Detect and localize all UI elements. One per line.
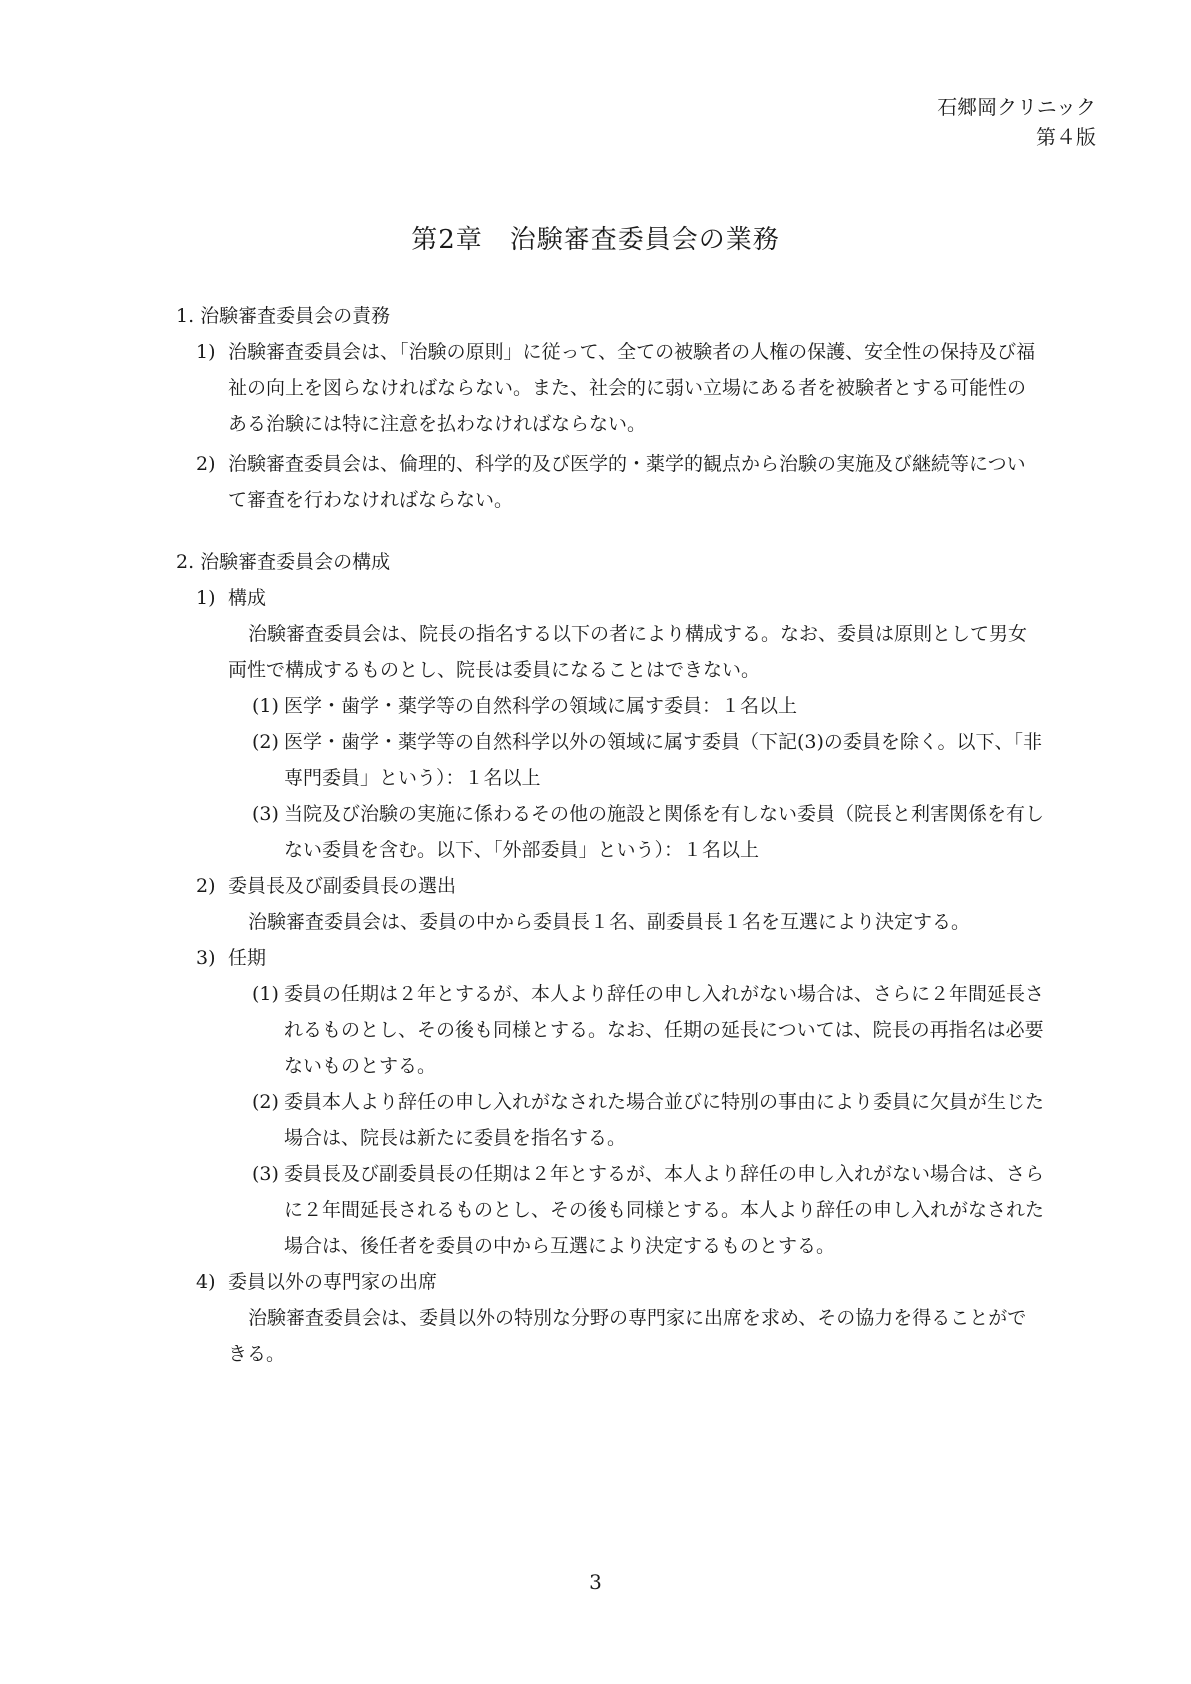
paragraph-line: 場合は、後任者を委員の中から互選により決定するものとする。	[284, 1235, 836, 1257]
section-2-item-4	[176, 1264, 1096, 1372]
subitem-number: (2)	[252, 1091, 279, 1113]
paragraph-line: 治験審査委員会は、委員の中から委員長１名、副委員長１名を互選により決定する。	[248, 911, 971, 933]
paragraph-line: て審査を行わなければならない。	[228, 489, 514, 511]
subitem-number: (3)	[252, 1163, 279, 1185]
item-number: 1)	[196, 341, 216, 363]
version-label: 第４版	[1036, 125, 1096, 149]
subitem-number: (3)	[252, 803, 279, 825]
item-title: 委員以外の専門家の出席	[228, 1271, 438, 1293]
section-2-item-3	[176, 940, 1096, 1264]
section-1-item-2	[176, 446, 1096, 518]
subitem-number: (1)	[252, 695, 279, 717]
item-number: 4)	[196, 1271, 216, 1293]
subitem	[176, 1156, 1096, 1264]
paragraph-line: 委員本人より辞任の申し入れがなされた場合並びに特別の事由により委員に欠員が生じた	[284, 1091, 1045, 1113]
paragraph-line: 祉の向上を図らなければならない。また、社会的に弱い立場にある者を被験者とする可能性の	[228, 377, 1027, 399]
paragraph-line: きる。	[228, 1343, 286, 1365]
section-1-item-1	[176, 334, 1096, 442]
paragraph-line: 当院及び治験の実施に係わるその他の施設と関係を有しない委員（院長と利害関係を有し	[284, 803, 1045, 825]
section-1-heading: 1. 治験審査委員会の責務	[176, 305, 391, 327]
document-body	[176, 298, 1096, 1372]
paragraph-line: 専門委員」という）：１名以上	[284, 767, 541, 789]
paragraph-line: れるものとし、その後も同様とする。なお、任期の延長については、院長の再指名は必要	[284, 1019, 1044, 1041]
subitem	[176, 724, 1096, 796]
paragraph-line: に２年間延長されるものとし、その後も同様とする。本人より辞任の申し入れがなされた	[284, 1199, 1045, 1221]
paragraph-line: 委員の任期は２年とするが、本人より辞任の申し入れがない場合は、さらに２年間延長さ	[284, 983, 1045, 1005]
item-title: 委員長及び副委員長の選出	[228, 875, 457, 897]
paragraph-line: 治験審査委員会は、倫理的、科学的及び医学的・薬学的観点から治験の実施及び継続等につい	[228, 453, 1026, 475]
paragraph-line: 委員長及び副委員長の任期は２年とするが、本人より辞任の申し入れがない場合は、さら	[284, 1163, 1045, 1185]
item-number: 2)	[196, 453, 216, 475]
document-header	[937, 92, 1096, 152]
item-title: 任期	[228, 947, 267, 969]
subitem	[176, 688, 1096, 724]
item-number: 1)	[196, 587, 216, 609]
paragraph-line: 治験審査委員会は、「治験の原則」に従って、全ての被験者の人権の保護、安全性の保持及び福	[228, 341, 1036, 363]
paragraph-line: ない委員を含む。以下、「外部委員」という）：１名以上	[284, 839, 760, 861]
paragraph-line: 医学・歯学・薬学等の自然科学以外の領域に属す委員（下記(3)の委員を除く。以下、「非	[284, 731, 1043, 753]
item-number: 2)	[196, 875, 216, 897]
paragraph-line: 両性で構成するものとし、院長は委員になることはできない。	[228, 659, 761, 681]
subitem	[176, 1084, 1096, 1156]
subitem	[176, 796, 1096, 868]
paragraph-line: ある治験には特に注意を払わなければならない。	[228, 413, 647, 435]
paragraph-line: 治験審査委員会は、院長の指名する以下の者により構成する。なお、委員は原則として男女	[248, 623, 1028, 645]
item-number: 3)	[196, 947, 216, 969]
item-title: 構成	[228, 587, 267, 609]
subitem-number: (1)	[252, 983, 279, 1005]
paragraph-line: 医学・歯学・薬学等の自然科学の領域に属す委員：１名以上	[284, 695, 798, 717]
section-2-heading: 2. 治験審査委員会の構成	[176, 551, 391, 573]
section-2-item-2	[176, 868, 1096, 940]
page-number: 3	[589, 1570, 602, 1594]
subitem-number: (2)	[252, 731, 279, 753]
paragraph-line: 治験審査委員会は、委員以外の特別な分野の専門家に出席を求め、その協力を得ることがで	[248, 1307, 1027, 1329]
paragraph-line: ないものとする。	[284, 1055, 437, 1077]
section-2-item-1	[176, 580, 1096, 868]
paragraph-line: 場合は、院長は新たに委員を指名する。	[284, 1127, 627, 1149]
chapter-title: 第2章 治験審査委員会の業務	[411, 225, 780, 255]
subitem	[176, 976, 1096, 1084]
organization-name: 石郷岡クリニック	[937, 95, 1096, 119]
